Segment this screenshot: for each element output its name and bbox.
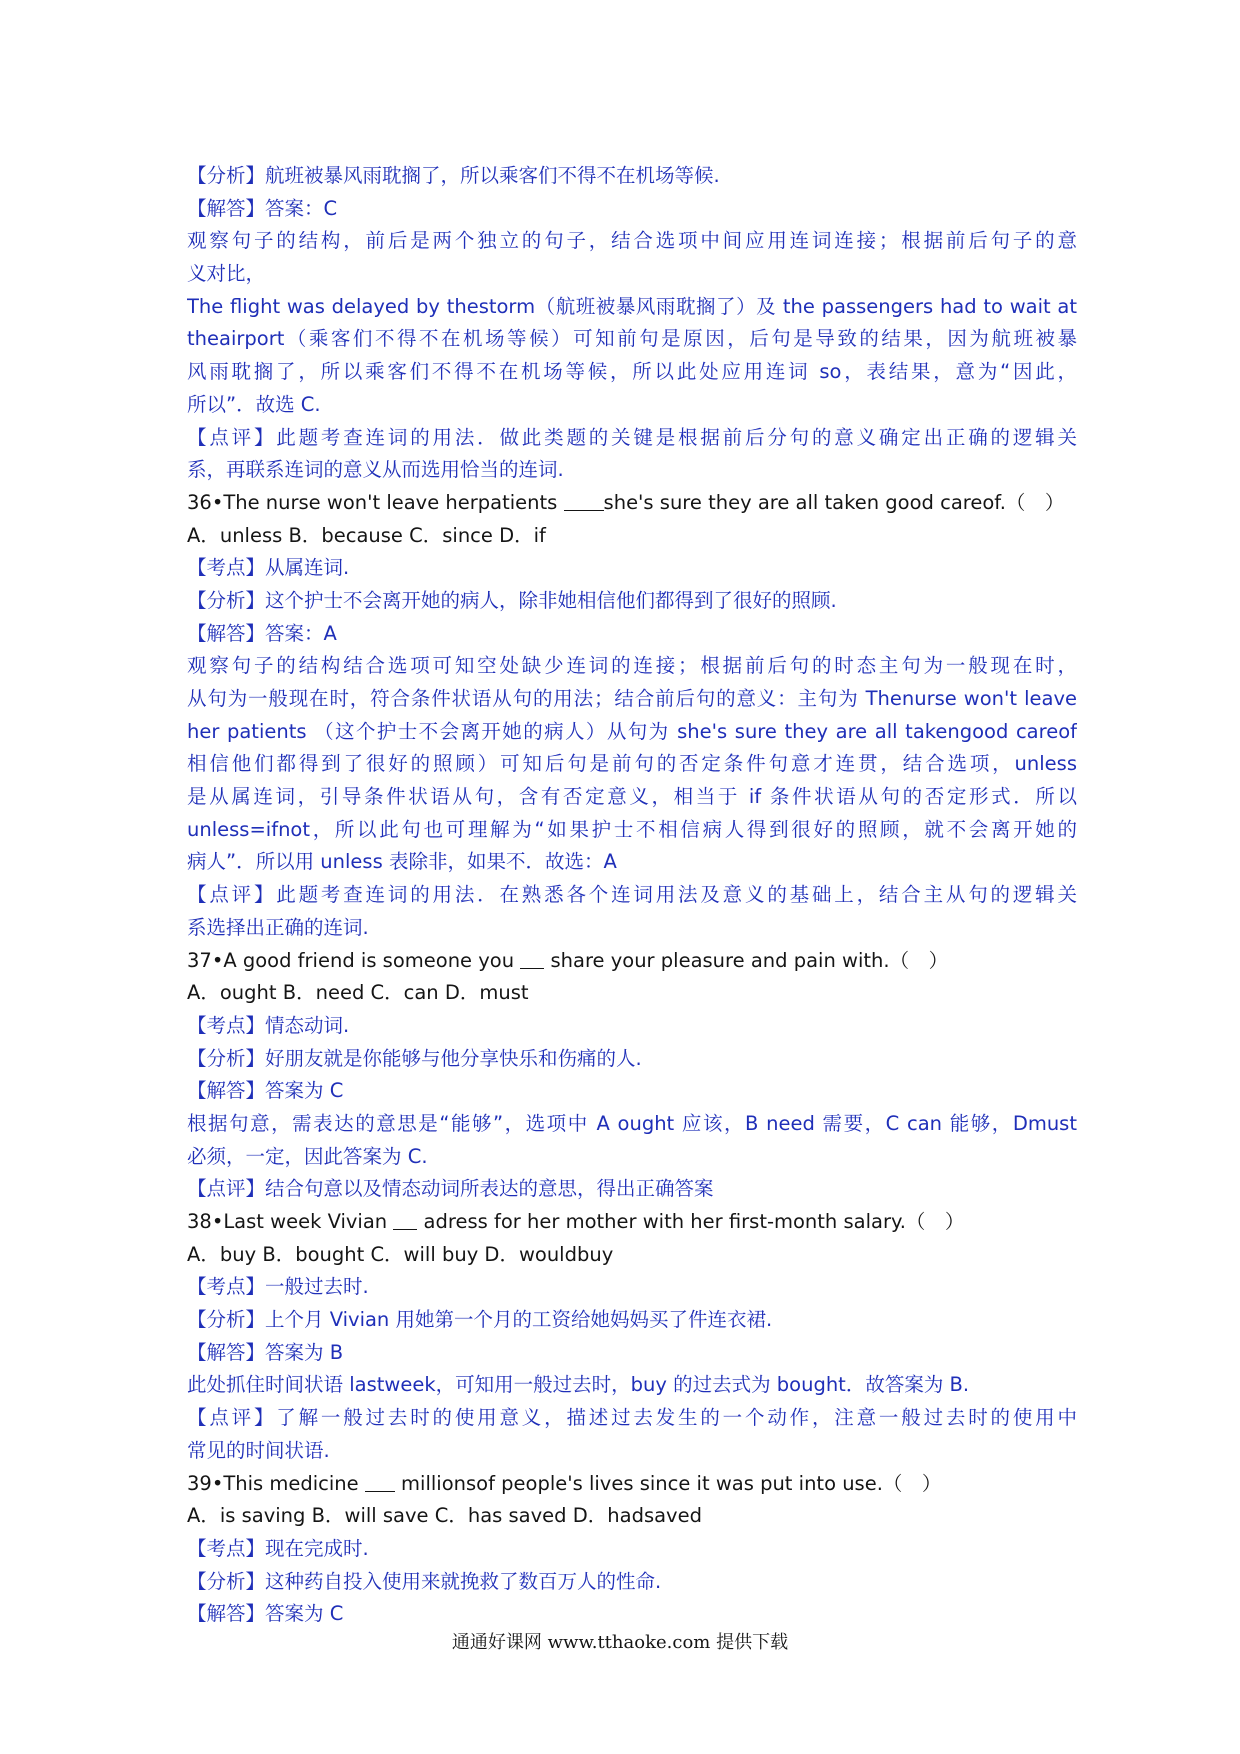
line-text: 【解答】答案为 C bbox=[187, 1602, 344, 1626]
line-text: The flight was delayed by thestorm（航班被暴风雨耽搁了）及 the passengers had to wait at bbox=[187, 294, 1077, 318]
text-line bbox=[187, 454, 1077, 487]
text-line bbox=[187, 1598, 1077, 1631]
line-text-after-blank: adress for her mother with her first-month salary.（ ） bbox=[417, 1210, 965, 1233]
line-text: 【分析】好朋友就是你能够与他分享快乐和伤痛的人. bbox=[187, 1046, 642, 1070]
line-text: 【解答】答案为 B bbox=[187, 1340, 344, 1364]
line-text: 系，再联系连词的意义从而选用恰当的连词. bbox=[187, 458, 564, 482]
text-line bbox=[187, 258, 1077, 291]
line-text: 所以”．故选 C. bbox=[187, 392, 321, 416]
text-line bbox=[187, 1304, 1077, 1337]
line-text: her patients （这个护士不会离开她的病人）从句为 she's sure they are all takengood careof bbox=[187, 719, 1077, 743]
line-text: 常见的时间状语. bbox=[187, 1438, 330, 1462]
document-body bbox=[187, 160, 1077, 1631]
line-text: A．unless B．because C．since D．if bbox=[187, 523, 546, 547]
line-text: theairport（乘客们不得不在机场等候）可知前句是原因，后句是导致的结果，因为航班被暴 bbox=[187, 327, 1077, 351]
text-line bbox=[187, 1173, 1077, 1206]
text-line bbox=[187, 618, 1077, 651]
text-line bbox=[187, 1010, 1077, 1043]
page-footer: 通通好课网 www.tthaoke.com 提供下载 bbox=[451, 1632, 789, 1653]
text-line bbox=[187, 1369, 1077, 1402]
line-text: 【分析】上个月 Vivian 用她第一个月的工资给她妈妈买了件连衣裙. bbox=[187, 1308, 773, 1332]
text-line bbox=[187, 487, 1077, 520]
text-line bbox=[187, 1500, 1077, 1533]
line-text: 此处抓住时间状语 lastweek，可知用一般过去时，buy 的过去式为 bought．故答案为 B. bbox=[187, 1373, 970, 1397]
line-text: 系选择出正确的连词. bbox=[187, 915, 369, 939]
text-line bbox=[187, 520, 1077, 553]
line-text-after-blank: she's sure they are all taken good careof.（ ） bbox=[603, 490, 1065, 514]
text-line bbox=[187, 1468, 1077, 1501]
line-text: 义对比， bbox=[187, 262, 266, 286]
text-line bbox=[187, 552, 1077, 585]
text-line bbox=[187, 781, 1077, 814]
text-line bbox=[187, 846, 1077, 879]
line-text: 相信他们都得到了很好的照顾）可知后句是前句的否定条件句意才连贯，结合选项，unless bbox=[187, 752, 1077, 776]
text-line bbox=[187, 1043, 1077, 1076]
line-text: 37•A good friend is someone you bbox=[187, 948, 521, 972]
text-line bbox=[187, 1337, 1077, 1370]
answer-blank bbox=[365, 1471, 395, 1492]
answer-blank bbox=[564, 490, 604, 511]
line-text: 【考点】现在完成时. bbox=[187, 1536, 369, 1560]
text-line bbox=[187, 945, 1077, 978]
text-line bbox=[187, 1206, 1077, 1239]
text-line bbox=[187, 748, 1077, 781]
text-line bbox=[187, 1239, 1077, 1272]
line-text: 风雨耽搁了，所以乘客们不得不在机场等候，所以此处应用连词 so，表结果，意为“因此， bbox=[187, 360, 1077, 384]
text-line bbox=[187, 356, 1077, 389]
text-line bbox=[187, 1533, 1077, 1566]
answer-blank bbox=[393, 1209, 417, 1230]
text-line bbox=[187, 389, 1077, 422]
line-text: 【点评】结合句意以及情态动词所表达的意思，得出正确答案 bbox=[187, 1177, 714, 1201]
line-text: 【解答】答案为 C bbox=[187, 1079, 344, 1103]
text-line bbox=[187, 422, 1077, 455]
line-text: 【分析】航班被暴风雨耽搁了，所以乘客们不得不在机场等候. bbox=[187, 164, 720, 187]
line-text: unless=ifnot，所以此句也可理解为“如果护士不相信病人得到很好的照顾，就不会离开她的 bbox=[187, 817, 1077, 841]
line-text: 【点评】此题考查连词的用法．在熟悉各个连词用法及意义的基础上，结合主从句的逻辑关 bbox=[187, 883, 1077, 907]
text-line bbox=[187, 1566, 1077, 1599]
line-text: 观察句子的结构结合选项可知空处缺少连词的连接；根据前后句的时态主句为一般现在时， bbox=[187, 654, 1077, 678]
text-line bbox=[187, 1108, 1077, 1141]
line-text: 【考点】一般过去时. bbox=[187, 1275, 369, 1299]
line-text: 【解答】答案：A bbox=[187, 621, 337, 645]
text-line bbox=[187, 1141, 1077, 1174]
line-text: 【解答】答案：C bbox=[187, 196, 338, 220]
line-text: 【点评】此题考查连词的用法．做此类题的关键是根据前后分句的意义确定出正确的逻辑关 bbox=[187, 425, 1077, 449]
text-line bbox=[187, 323, 1077, 356]
text-line bbox=[187, 977, 1077, 1010]
text-line bbox=[187, 1271, 1077, 1304]
text-line bbox=[187, 1402, 1077, 1435]
line-text: 【分析】这种药自投入使用来就挽救了数百万人的性命. bbox=[187, 1569, 662, 1593]
text-line bbox=[187, 160, 1077, 193]
line-text: 从句为一般现在时，符合条件状语从句的用法；结合前后句的意义：主句为 Thenurse won't leave bbox=[187, 687, 1077, 710]
text-line bbox=[187, 716, 1077, 749]
line-text: A．ought B．need C．can D．must bbox=[187, 981, 529, 1005]
text-line bbox=[187, 193, 1077, 226]
line-text: 38•Last week Vivian bbox=[187, 1210, 394, 1233]
line-text: 36•The nurse won't leave herpatients bbox=[187, 490, 564, 514]
text-line bbox=[187, 291, 1077, 324]
line-text: A．is saving B．will save C．has saved D．hadsaved bbox=[187, 1504, 702, 1528]
text-line bbox=[187, 814, 1077, 847]
line-text: 【点评】了解一般过去时的使用意义，描述过去发生的一个动作，注意一般过去时的使用中 bbox=[187, 1406, 1077, 1430]
answer-blank bbox=[520, 948, 544, 969]
text-line bbox=[187, 650, 1077, 683]
line-text: 【考点】从属连词. bbox=[187, 556, 350, 580]
text-line bbox=[187, 912, 1077, 945]
text-line bbox=[187, 225, 1077, 258]
line-text: 根据句意，需表达的意思是“能够”，选项中 A ought 应该，B need 需要，C can 能够，Dmust bbox=[187, 1111, 1077, 1135]
text-line bbox=[187, 683, 1077, 716]
line-text: 必须，一定，因此答案为 C. bbox=[187, 1144, 428, 1168]
line-text: 是从属连词，引导条件状语从句，含有否定意义，相当于 if 条件状语从句的否定形式．所以 bbox=[187, 785, 1077, 809]
line-text: 【分析】这个护士不会离开她的病人，除非她相信他们都得到了很好的照顾. bbox=[187, 588, 837, 612]
line-text: 病人”．所以用 unless 表除非，如果不．故选：A bbox=[187, 850, 617, 874]
line-text-after-blank: millionsof people's lives since it was put into use.（ ） bbox=[394, 1471, 942, 1495]
line-text: 观察句子的结构，前后是两个独立的句子，结合选项中间应用连词连接；根据前后句子的意 bbox=[187, 229, 1077, 253]
text-line bbox=[187, 1435, 1077, 1468]
text-line bbox=[187, 879, 1077, 912]
line-text: A．buy B．bought C．will buy D．wouldbuy bbox=[187, 1242, 614, 1266]
line-text-after-blank: share your pleasure and pain with.（ ） bbox=[544, 948, 949, 972]
text-line bbox=[187, 1075, 1077, 1108]
text-line bbox=[187, 585, 1077, 618]
line-text: 39•This medicine bbox=[187, 1471, 365, 1495]
line-text: 【考点】情态动词. bbox=[187, 1013, 350, 1037]
